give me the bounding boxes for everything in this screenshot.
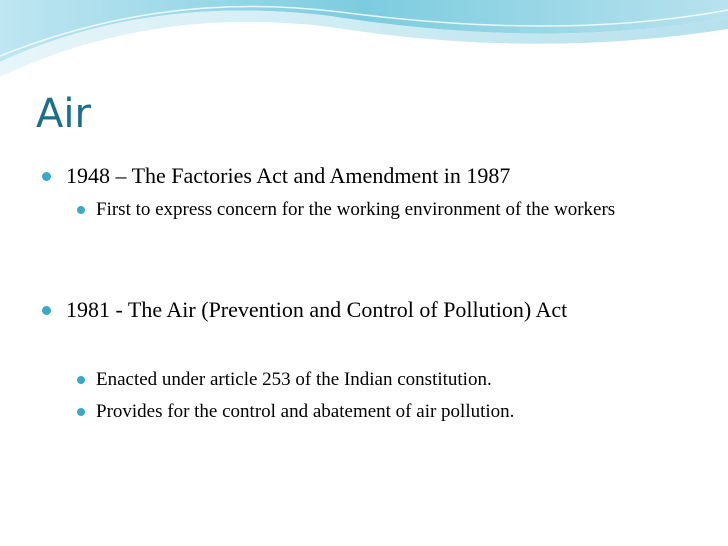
- sub-bullet-text: First to express concern for the working environment of the workers: [96, 199, 616, 220]
- bullet-dot-icon: [42, 172, 51, 181]
- sub-bullet-text: Enacted under article 253 of the Indian constitution.: [96, 369, 492, 390]
- bullet-1981-air-act: [66, 294, 666, 326]
- slide-title: Air: [36, 91, 91, 137]
- sub-bullet-text: Provides for the control and abatement of air pollution.: [96, 401, 515, 422]
- bullet-dot-icon: [77, 408, 85, 416]
- bullet-dot-icon: [42, 306, 51, 315]
- bullet-text: 1981 - The Air (Prevention and Control of Pollution) Act: [66, 297, 568, 322]
- sub-bullet-article-253: [96, 366, 492, 394]
- wave-banner: [0, 0, 728, 110]
- bullet-1948-factories-act: [66, 160, 510, 192]
- bullet-text: 1948 – The Factories Act and Amendment in 1987: [66, 163, 511, 188]
- sub-bullet-air-pollution-control: [96, 398, 514, 426]
- bullet-dot-icon: [77, 206, 85, 214]
- bullet-dot-icon: [77, 376, 85, 384]
- sub-bullet-working-environment: [96, 196, 686, 224]
